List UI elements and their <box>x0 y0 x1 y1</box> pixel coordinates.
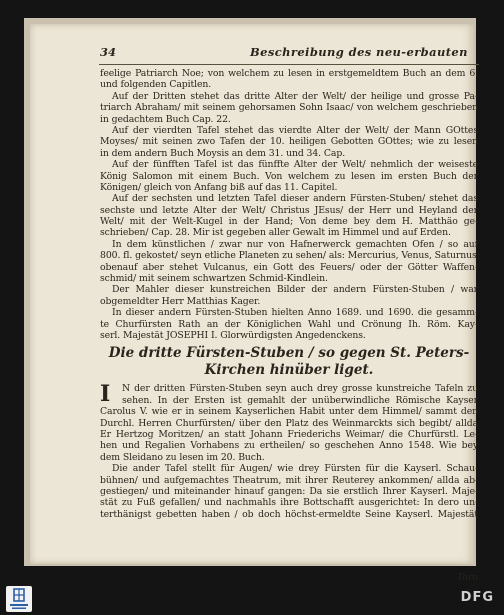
text-line: Die ander Tafel stellt für Augen/ wie drey Fürsten für die Kayserl. Schau- <box>112 463 478 475</box>
text-line: gestiegen/ und miteinander hinauf gangen: Da sie erstlich Ihrer Kayserl. Maje- <box>100 485 478 497</box>
text-line: 800. fl. gekostet/ seyn etliche Planeten zu sehen/ als: Mercurius, Venus, Saturnus; <box>100 250 480 262</box>
drop-cap: I <box>100 381 111 408</box>
text-line: hen und Regalien Vorhabens zu ertheilen/ so geschehen Anno 1548. Wie bey <box>100 440 478 452</box>
text-line: in gedachtem Buch Cap. 22. <box>100 113 231 125</box>
text-line: Auf der sechsten und letzten Tafel dieser andern Fürsten-Stuben/ stehet das <box>112 193 478 205</box>
text-line: obenauf aber stehet Vulcanus, ein Gott des Feuers/ oder der Götter Waffen- <box>100 261 478 273</box>
text-line: Carolus V. wie er in seinem Kayserlichen Habit unter dem Himmel/ sammt den <box>100 406 478 418</box>
text-line: Durchl. Herren Churfürsten/ über den Platz des Weinmarckts sich begibt/ allda <box>100 417 478 429</box>
text-line: obgemeldter Herr Matthias Kager. <box>100 295 261 307</box>
text-line: Welt/ mit der Welt-Kugel in der Hand; Von deme bey dem H. Matthäo ge- <box>100 216 478 228</box>
text-line: serl. Majestät JOSEPHI I. Glorwürdigsten Angedenckens. <box>100 329 366 341</box>
text-line: Auf der Dritten stehet das dritte Alter der Welt/ der heilige und grosse Pa- <box>112 90 478 102</box>
text-line: te Churfürsten Rath an der Königlichen Wahl und Crönung Ih. Röm. Kay- <box>100 318 478 330</box>
catchword: Ihro <box>458 572 478 583</box>
text-line: schrieben/ Cap. 28. Mir ist gegeben aller Gewalt im Himmel und auf Erden. <box>100 227 451 239</box>
text-line: sechste und letzte Alter der Welt/ Christus JEsus/ der Herr und Heyland der <box>100 204 478 216</box>
running-head-title: Beschreibung des neu-erbauten <box>250 45 468 59</box>
text-line: Königen/ gleich von Anfang biß auf das 11. Capitel. <box>100 181 338 193</box>
text-line: Moyses/ mit seinen zwo Tafen der 10. heiligen Gebotten GOttes; wie zu lesen <box>100 136 478 148</box>
text-line: schmid/ mit seinem schwartzen Schmid-Kindlein. <box>100 273 328 285</box>
text-line: terthänigst gebetten haben / ob doch höchst-ermeldte Seine Kayserl. Majestät <box>100 508 478 520</box>
dfg-credit: DFG <box>460 590 494 605</box>
text-line: feelige Patriarch Noe; von welchem zu lesen in erstgemeldtem Buch an dem 6. <box>100 68 478 79</box>
text-line: und folgenden Capitlen. <box>100 79 212 91</box>
library-logo-icon <box>6 586 32 612</box>
text-line: In dieser andern Fürsten-Stuben hielten Anno 1689. und 1690. die gesamm- <box>112 307 478 319</box>
section-heading: Kirchen hinüber liget. <box>204 362 374 379</box>
text-line: bühnen/ und aufgemachtes Theatrum, mit ihrer Reuterey ankommen/ allda ab- <box>100 474 478 486</box>
text-line: In dem künstlichen / zwar nur von Hafnerwerck gemachten Ofen / so auf <box>112 238 478 250</box>
text-line: Auf der vierdten Tafel stehet das vierdte Alter der Welt/ der Mann GOttes <box>112 124 478 136</box>
text-line: Der Mahler dieser kunstreichen Bilder der andern Fürsten-Stuben / war <box>112 284 478 296</box>
text-line: in dem andern Buch Moysis an dem 31. und 34. Cap. <box>100 147 346 159</box>
head-rule <box>99 64 479 65</box>
text-line-content: N der dritten Fürsten-Stuben seyn auch drey grosse kunstreiche Tafeln zu <box>122 383 478 395</box>
page-number: 34 <box>100 45 117 59</box>
text-line: sehen. In der Ersten ist gemahlt der unüberwindliche Römische Kayser <box>122 394 478 406</box>
text-block <box>100 68 480 583</box>
book-page <box>30 24 480 583</box>
text-line: Auf der fünfften Tafel ist das fünffte Alter der Welt/ nehmlich der weiseste <box>112 159 478 171</box>
running-head <box>100 45 480 61</box>
text-line: Er Hertzog Moritzen/ an statt Johann Friederichs Weimar/ die Churfürstl. Le- <box>100 428 478 440</box>
text-line: König Salomon mit einem Buch. Von welchem zu lesen im ersten Buch der <box>100 170 478 182</box>
text-line: stät zu Fuß gefallen/ und nachmahls ihre Bottschafft ausgerichtet: In dero un- <box>100 497 478 509</box>
text-line: dem Sleidano zu lesen im 20. Buch. <box>100 451 265 463</box>
text-line: triarch Abraham/ mit seinem gehorsamen Sohn Isaac/ von welchem geschrieben <box>100 102 478 114</box>
section-heading: Die dritte Fürsten-Stuben / so gegen St. Peters- <box>108 345 470 362</box>
